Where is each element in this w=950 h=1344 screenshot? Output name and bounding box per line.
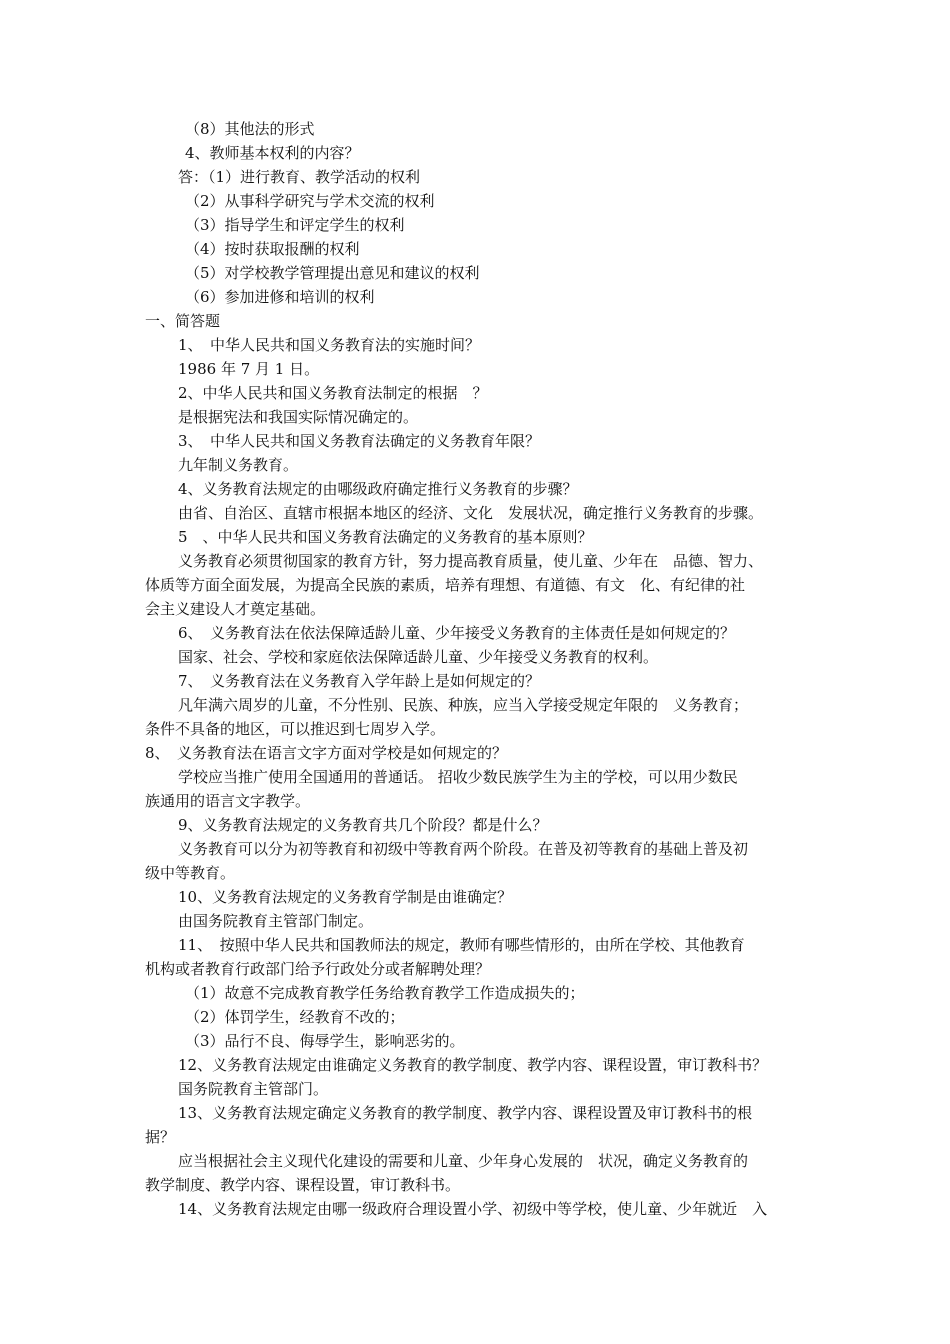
text-line: （8）其他法的形式 [185, 120, 315, 138]
question-line: 6、 义务教育法在依法保障适龄儿童、少年接受义务教育的主体责任是如何规定的？ [178, 624, 736, 642]
answer-line: 教学制度、教学内容、课程设置，审订教科书。 [145, 1176, 461, 1194]
answer-line: （3）品行不良、侮辱学生，影响恶劣的。 [185, 1032, 465, 1050]
answer-line: （1）故意不完成教育教学任务给教育教学工作造成损失的； [185, 984, 585, 1002]
section-heading: 一、简答题 [145, 312, 221, 330]
answer-line: 九年制义务教育。 [178, 456, 299, 474]
answer-line: 族通用的语言文字教学。 [145, 792, 311, 810]
question-line: 8、 义务教育法在语言文字方面对学校是如何规定的？ [145, 744, 508, 762]
text-line: （5）对学校教学管理提出意见和建议的权利 [185, 264, 480, 282]
question-line: 9、义务教育法规定的义务教育共几个阶段？都是什么？ [178, 816, 548, 834]
question-line: 3、 中华人民共和国义务教育法确定的义务教育年限？ [178, 432, 541, 450]
text-line: （6）参加进修和培训的权利 [185, 288, 375, 306]
question-line: 7、 义务教育法在义务教育入学年龄上是如何规定的？ [178, 672, 541, 690]
answer-line: 学校应当推广使用全国通用的普通话。 招收少数民族学生为主的学校，可以用少数民 [178, 768, 738, 786]
question-line: 13、义务教育法规定确定义务教育的教学制度、教学内容、课程设置及审订教科书的根 [178, 1104, 753, 1122]
text-line: （3）指导学生和评定学生的权利 [185, 216, 405, 234]
answer-line: 由省、自治区、直辖市根据本地区的经济、文化 发展状况，确定推行义务教育的步骤。 [178, 504, 764, 522]
answer-line: 是根据宪法和我国实际情况确定的。 [178, 408, 419, 426]
question-line: 1、 中华人民共和国义务教育法的实施时间？ [178, 336, 481, 354]
question-line: 机构或者教育行政部门给予行政处分或者解聘处理？ [145, 960, 491, 978]
answer-line: 义务教育必须贯彻国家的教育方针，努力提高教育质量，使儿童、少年在 品德、智力、 [178, 552, 764, 570]
answer-line: 条件不具备的地区，可以推迟到七周岁入学。 [145, 720, 446, 738]
answer-line: 1986 年 7 月 1 日。 [178, 360, 320, 378]
text-line: （2）从事科学研究与学术交流的权利 [185, 192, 435, 210]
question-line: 据？ [145, 1128, 176, 1146]
answer-line: 国务院教育主管部门。 [178, 1080, 329, 1098]
question-line: 5 、中华人民共和国义务教育法确定的义务教育的基本原则？ [178, 528, 593, 546]
text-line: 答：（1）进行教育、教学活动的权利 [178, 168, 421, 186]
answer-line: 应当根据社会主义现代化建设的需要和儿童、少年身心发展的 状况，确定义务教育的 [178, 1152, 749, 1170]
question-line: 10、义务教育法规定的义务教育学制是由谁确定？ [178, 888, 513, 906]
answer-line: 级中等教育。 [145, 864, 236, 882]
answer-line: （2）体罚学生，经教育不改的； [185, 1008, 405, 1026]
question-line: 14、义务教育法规定由哪一级政府合理设置小学、初级中等学校，使儿童、少年就近 入 [178, 1200, 768, 1218]
answer-line: 凡年满六周岁的儿童，不分性别、民族、种族，应当入学接受规定年限的 义务教育； [178, 696, 749, 714]
text-line: （4）按时获取报酬的权利 [185, 240, 360, 258]
question-line: 11、 按照中华人民共和国教师法的规定，教师有哪些情形的，由所在学校、其他教育 [178, 936, 745, 954]
question-line: 12、义务教育法规定由谁确定义务教育的教学制度、教学内容、课程设置，审订教科书？ [178, 1056, 768, 1074]
answer-line: 义务教育可以分为初等教育和初级中等教育两个阶段。在普及初等教育的基础上普及初 [178, 840, 749, 858]
answer-line: 体质等方面全面发展，为提高全民族的素质，培养有理想、有道德、有文 化、有纪律的社 [145, 576, 746, 594]
text-line: 4、教师基本权利的内容？ [185, 144, 360, 162]
question-line: 2、中华人民共和国义务教育法制定的根据 ？ [178, 384, 488, 402]
answer-line: 会主义建设人才奠定基础。 [145, 600, 326, 618]
question-line: 4、义务教育法规定的由哪级政府确定推行义务教育的步骤？ [178, 480, 578, 498]
answer-line: 由国务院教育主管部门制定。 [178, 912, 374, 930]
answer-line: 国家、社会、学校和家庭依法保障适龄儿童、少年接受义务教育的权利。 [178, 648, 659, 666]
